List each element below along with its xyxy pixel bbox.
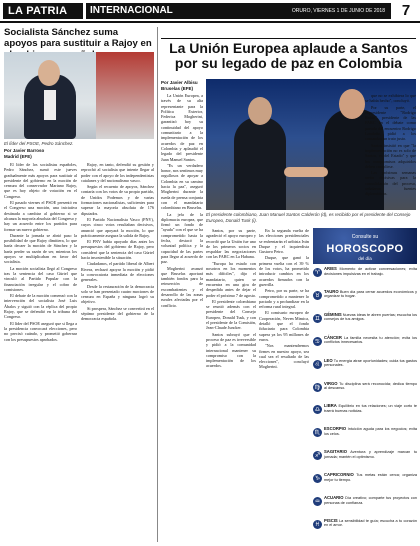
- left-photo-caption: El líder del PSOE, Pedro Sánchez.: [4, 141, 74, 146]
- paragraph: El líder del PSOE aseguró que si llega a la presidencia convocará elecciones, pero no precisó cuándo, y prometió gobernar con los presupuestos aprobados.: [4, 320, 77, 342]
- gemini-icon: ♊: [314, 314, 321, 322]
- paragraph: Desde la restauración de la democracia solo se han presentado cuatro mociones de censura en España y ninguna logró su objetivo.: [81, 283, 154, 305]
- left-byline: [4, 148, 74, 159]
- horoscope-sign-text: [324, 290, 417, 299]
- pisces-icon: ♓: [314, 520, 321, 528]
- horoscope-sign-description: Momento de activar conversaciones; evita decisiones impulsivas en el trabajo.: [324, 267, 417, 276]
- paragraph: "Nos mantendremos firmes en nuestro apoyo, sea cual sea el resultado de las elecciones", concluyó Mogherini.: [259, 343, 309, 370]
- horoscope-sign: [313, 290, 417, 313]
- page-number: 7: [401, 2, 411, 19]
- horoscope-sign: [313, 450, 417, 473]
- masthead-rule: [0, 21, 420, 23]
- horoscope-sign-description: Intuición aguda para los negocios; evita los celos.: [324, 427, 417, 436]
- paragraph: Las próximas semanas serán decisivas para la consolidación del proceso, señalaron fuentes diplomáticas.: [365, 170, 416, 197]
- horoscope-sign-text: [324, 359, 417, 368]
- paragraph: Durante la jornada se abrió paso la posibilidad de que Rajoy dimitiera, lo que haría decaer la moción de Sánchez y la haría perder su razón de ser, mientras los apoyos se multiplicaban en favor del socialista.: [4, 232, 77, 265]
- paragraph: En la segunda vuelta de las elecciones presidenciales se enfrentarán el uribista Iván Duque y el izquierdista Gustavo Petro.: [259, 228, 309, 255]
- main-byline-place: Bruselas (EFE): [161, 85, 194, 91]
- horoscope-sign-text: [324, 404, 417, 413]
- paragraph: "Es un verdadero honor, nos sentimos muy orgullosos de apoyar a Colombia en su camino hacia la paz", aseguró Mogherini durante la rueda de prensa conjunta con el mandatario colombiano en Bruselas.: [161, 162, 203, 211]
- horoscope-sign: [313, 267, 417, 290]
- left-story-column-2: [81, 162, 154, 542]
- masthead: [0, 0, 420, 22]
- leo-icon: ♌: [314, 360, 321, 368]
- paragraph: Santos insistió en que "la implementación no es solo de Santos, es del Estado" y que los compromisos adquiridos deben cumplirse.: [365, 142, 416, 169]
- horoscope-sign: [313, 404, 417, 427]
- horoscope-sign: [313, 473, 417, 496]
- horoscope-sign: [313, 382, 417, 405]
- horoscope-sign-text: [324, 473, 417, 482]
- paragraph: Rajoy, en tanto, defendió su gestión y reprochó al socialista que intente llegar al poder con el apoyo de los independentistas catalanes y del nacionalismo vasco.: [81, 162, 154, 183]
- horoscope-sign-name: VIRGO: [324, 380, 338, 386]
- horoscope-sign-text: [324, 382, 417, 391]
- paragraph: que no se exhibiera lo que se había hecho", concluyó.: [365, 93, 416, 104]
- horoscope-sign-text: [324, 450, 417, 459]
- horoscope-sign-name: CAPRICORNIO: [324, 472, 354, 478]
- horoscope-sign-name: TAURO: [324, 288, 339, 294]
- horoscope-sign-description: Aventura y aprendizaje marcan tu jornada; mantén el optimismo.: [324, 450, 417, 459]
- horoscope-sign: [313, 496, 417, 519]
- person-left-figure: [234, 117, 286, 210]
- horoscope-sign-name: CÁNCER: [324, 334, 342, 340]
- main-story-column-3: [259, 228, 309, 542]
- paragraph: Santos subrayó que el proceso de paz es irreversible y pidió a la comunidad internacional mantener su compromiso con la implementación de los acuerdos.: [206, 331, 256, 369]
- paragraph: El Partido Nacionalista Vasco (PNV), cuyos cinco votos resultaban decisivos, anunció que apoyará la moción, lo que prácticamente asegura la salida de Rajoy.: [81, 216, 154, 238]
- horoscope-header-tiny: del día: [358, 256, 372, 261]
- person-right-head: [339, 89, 365, 119]
- main-story-headline: La Unión Europea aplaude a Santos por su legado de paz en Colombia: [169, 40, 408, 71]
- horoscope-sign-text: [324, 427, 417, 436]
- main-byline-author: Por Javier Albisu: [161, 80, 198, 85]
- main-byline: [161, 80, 203, 91]
- person-head: [38, 60, 60, 86]
- paragraph: El pasado viernes el PSOE presentó en el Congreso una moción, una iniciativa destinada a cambiar al gobierno si se alcanza la mayoría absoluta del Congreso y hay un acuerdo entre los partidos para formar un nuevo gobierno.: [4, 200, 77, 232]
- paragraph: "Europa ha estado con nosotros en los momentos más difíciles", dijo el mandatario, quien se encuentra en una gira de despedida antes de dejar el poder el próximo 7 de agosto.: [206, 260, 256, 298]
- paragraph: Duque, que ganó la primera vuelta con el 39 % de los votos, ha prometido introducir cambios en los acuerdos firmados con la guerrilla.: [259, 255, 309, 287]
- horoscope-sign-name: LIBRA: [324, 403, 337, 409]
- horoscope-sign-name: PISCIS: [324, 517, 338, 523]
- horoscope-sign-text: [324, 313, 417, 322]
- horoscope-sign-description: Día creativo; comparte tus proyectos con personas de confianza.: [324, 496, 417, 505]
- horoscope-sign-text: [324, 267, 417, 276]
- newspaper-logo: LA PATRIA: [3, 3, 83, 19]
- aquarius-icon: ♒: [314, 498, 321, 505]
- horoscope-sign-description: Tu energía atrae oportunidades; cuida tus gastos personales.: [324, 358, 417, 368]
- paragraph: El comisario europeo de Cooperación, Neven Mimica, detalló que el fondo fiduciario para Colombia supera ya los 95 millones de euros.: [259, 310, 309, 342]
- paragraph: El PNV había apoyado días antes los presupuestos del gobierno de Rajoy, pero consideró que la sentencia del caso Gürtel hacía insostenible la situación.: [81, 239, 154, 261]
- horoscope-sign: [313, 336, 417, 359]
- left-byline-place: Madrid (EFE): [4, 153, 32, 159]
- main-story-column-2: [206, 228, 256, 542]
- horoscope-sign-text: [324, 519, 417, 528]
- left-story-photo: [4, 52, 154, 139]
- main-story-column-4: [365, 93, 416, 223]
- main-photo-caption: El presidente colombiano, Juan Manuel Santos Calderón (d), es recibido por el presidente del Consejo Europeo, Donald Tusk (i).: [206, 212, 411, 223]
- horoscope-sign-name: SAGITARIO: [324, 449, 347, 455]
- paragraph: Mogherini avanzó que Bruselas aportará también fondos para la reinserción de excombatientes y el desarrollo de las zonas rurales afectadas por el conflicto.: [161, 265, 203, 308]
- paragraph: Por su parte, el expresidente "Rodrigo Rubio", presidente de las FARC en el debate como partido del encuentro Rodrigo Londoño, pidió a los comandos un trato justo.: [365, 104, 416, 142]
- virgo-icon: ♍: [314, 383, 321, 391]
- paragraph: El debate de la moción comenzó con la intervención del socialista José Luis Ábalos y siguió con la réplica del propio Rajoy, que se defendió en la tribuna del Congreso.: [4, 293, 77, 320]
- horoscope-sign-description: Equilibrio en tus relaciones; un viaje corto te traerá buenas noticias.: [324, 404, 417, 413]
- sagittarius-icon: ♐: [314, 452, 321, 460]
- paragraph: Ciudadanos, el partido liberal de Albert Rivera, rechazó apoyar la moción y pidió la convocatoria inmediata de elecciones generales.: [81, 261, 154, 283]
- paragraph: Según el recuento de apoyos, Sánchez contaría con los votos de su propio partido, de Unidos Podemos y de varias formaciones nacionalistas, suficientes para superar la mayoría absoluta de 176 diputados.: [81, 184, 154, 216]
- column-divider: [157, 27, 158, 542]
- libra-icon: ♎: [314, 406, 321, 414]
- paragraph: El líder de los socialistas españoles, Pedro Sánchez, sumó este jueves gradualmente más apoyos para sustituir al presidente del gobierno en la moción de censura del conservador Mariano Rajoy, que es hoy objeto de votación en el Congreso.: [4, 162, 77, 199]
- horoscope-header: [313, 228, 417, 264]
- flag-background: [96, 52, 154, 139]
- horoscope-sign-description: La familia necesita tu atención; evita los conflictos innecesarios.: [324, 335, 417, 345]
- horoscope-sign-name: ARIES: [324, 266, 337, 271]
- left-byline-author: Por Javier Barroso: [4, 148, 45, 153]
- main-story-column-1: [161, 93, 203, 542]
- paragraph: La jefa de la diplomacia europea, que firmó un fondo de "ayuda" con el que se ha comprometido hasta la fecha, destacó la voluntad política y la capacidad de las partes para llegar al acuerdo de paz.: [161, 211, 203, 265]
- horoscope-sign: [313, 359, 417, 382]
- aries-icon: ♈: [314, 269, 321, 276]
- paragraph: La Unión Europea, a través de su alta representante para la Política Exterior, Federica Mogherini, garantizó hoy su continuidad del apoyo comunitario a la implementación de los acuerdos de paz en Colombia y aplaudió el legado del presidente Juan Manuel Santos.: [161, 93, 203, 162]
- horoscope-sign-name: ACUARIO: [324, 495, 344, 500]
- dateline: ORURO, VIERNES 1 DE JUNIO DE 2018: [291, 8, 385, 14]
- scorpio-icon: ♏: [314, 429, 321, 437]
- capricorn-icon: ♑: [314, 475, 321, 483]
- horoscope-sign-description: Nuevas ideas te abren puertas; escucha los consejos de tus amigos.: [324, 312, 417, 322]
- cancer-icon: ♋: [314, 337, 321, 345]
- horoscope-sign-description: Tus metas están cerca; organiza mejor tu tiempo.: [324, 473, 417, 482]
- horoscope-sign-name: GÉMINIS: [324, 311, 342, 317]
- paragraph: Si prospera, Sánchez se convertirá en el séptimo presidente del gobierno de la democracia española.: [81, 305, 154, 322]
- horoscope-sign-description: Tu disciplina será reconocida; dedica tiempo al descanso.: [324, 381, 417, 391]
- paragraph: La moción socialista llegó al Congreso tras la sentencia del caso Gürtel que vinculó al Partido Popular con la financiación irregular y el cobro de comisiones.: [4, 265, 77, 292]
- paragraph: Santos, por su parte, agradeció el apoyo europeo y recordó que la Unión fue uno de los primeros socios en respaldar las negociaciones con las FARC en La Habana.: [206, 228, 256, 260]
- taurus-icon: ♉: [314, 291, 321, 299]
- horoscope-sign-name: ESCORPIO: [324, 426, 347, 432]
- horoscope-sign: [313, 427, 417, 450]
- handshake: [284, 167, 328, 177]
- section-label: INTERNACIONAL: [90, 5, 173, 16]
- horoscope-sign: [313, 313, 417, 336]
- horoscope-header-small: Consulte su: [351, 234, 379, 240]
- person-left-head: [248, 97, 272, 125]
- paragraph: Petro, por su parte, se ha comprometido a mantener lo pactado y a profundizar en la reforma rural integral.: [259, 288, 309, 310]
- left-story-column-1: [4, 162, 77, 542]
- person-shirt: [44, 90, 56, 120]
- horoscope-sign-text: [324, 336, 417, 345]
- section-title: [86, 3, 391, 19]
- horoscope-sign: [313, 519, 417, 542]
- horoscope-sign-name: LEO: [324, 357, 333, 363]
- left-story-headline: Socialista Sánchez suma apoyos para sustituir a Rajoy en: [4, 27, 152, 49]
- horoscope-sign-description: Buen día para cerrar acuerdos económicos y organizar tu hogar.: [324, 289, 417, 299]
- horoscope-sign-text: [324, 496, 417, 505]
- horoscope-title: HOROSCOPO: [326, 243, 404, 255]
- horoscope-sign-description: La sensibilidad te guía; escucha a tu corazón en el amor.: [324, 518, 417, 528]
- horoscope-box: [313, 228, 417, 542]
- paragraph: El presidente colombiano se reunió además con el presidente del Consejo Europeo, Donald Tusk, y con el presidente de la Comisión, Jean-Claude Juncker.: [206, 298, 256, 331]
